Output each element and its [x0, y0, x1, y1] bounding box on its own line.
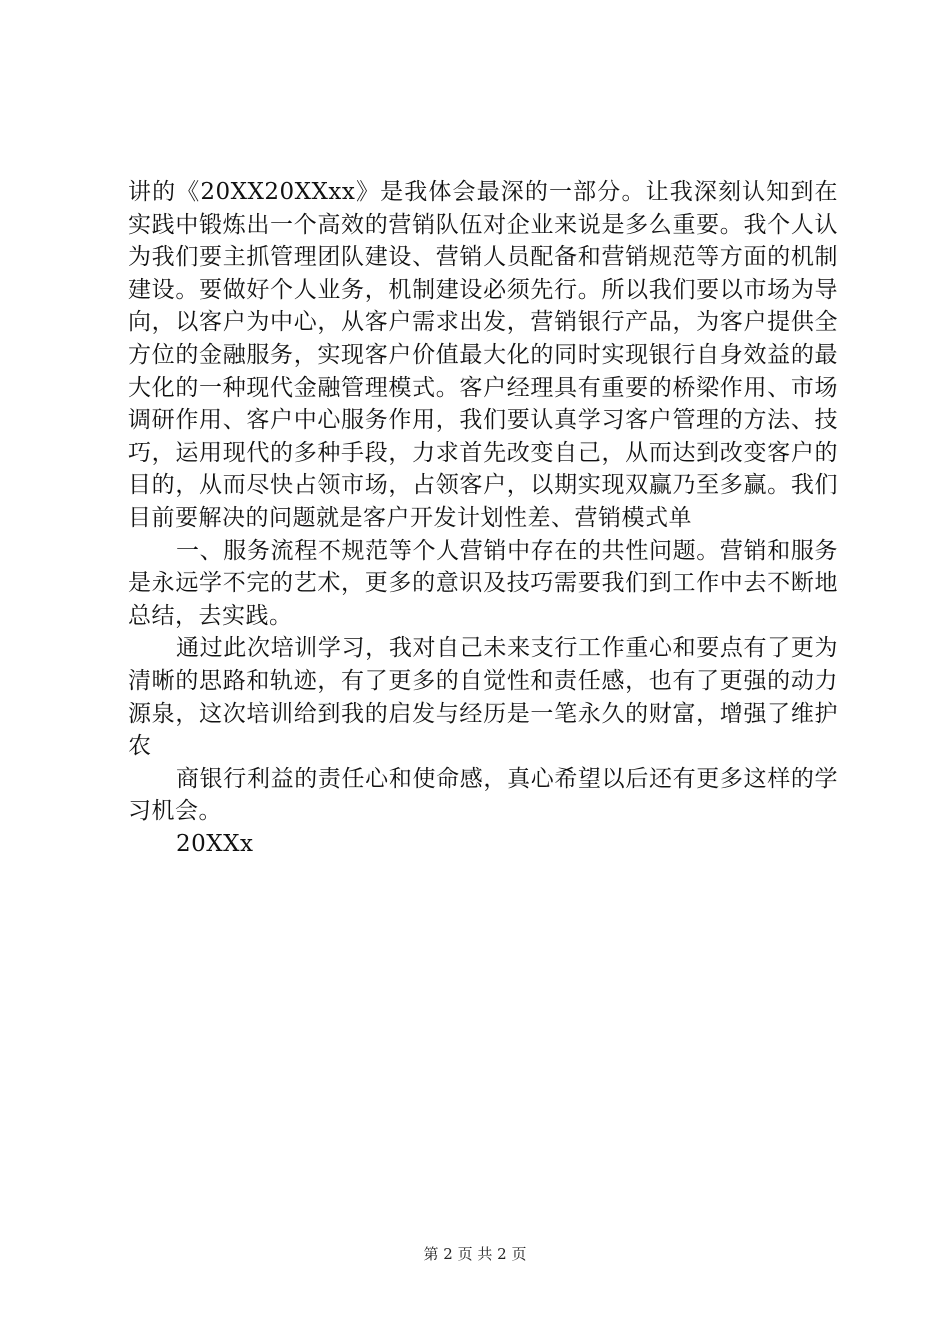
paragraph-5-date: 20XXx	[176, 830, 254, 857]
page-number-footer: 第 2 页 共 2 页	[423, 1245, 527, 1263]
document-body	[128, 176, 838, 860]
paragraph-1: 讲的《20XX20XXxx》是我体会最深的一部分。让我深刻认知到在实践中锻炼出一个高效的营销队伍对企业来说是多么重要。我个人认为我们要主抓管理团队建设、营销人员配备和营销规范等方面的机制建设。要做好个人业务，机制建设必须先行。所以我们要以市场为导向，以客户为中心，从客户需求出发，营销银行产品，为客户提供全方位的金融服务，实现客户价值最大化的同时实现银行自身效益的最大化的一种现代金融管理模式。客户经理具有重要的桥梁作用、市场调研作用、客户中心服务作用，我们要认真学习客户管理的方法、技巧，运用现代的多种手段，力求首先改变自己，从而达到改变客户的目的，从而尽快占领市场，占领客户，以期实现双赢乃至多赢。我们目前要解决的问题就是客户开发计划性差、营销模式单	[128, 179, 838, 531]
paragraph-4: 商银行利益的责任心和使命感，真心希望以后还有更多这样的学习机会。	[128, 765, 838, 825]
paragraph-2: 一、服务流程不规范等个人营销中存在的共性问题。营销和服务是永远学不完的艺术，更多的意识及技巧需要我们到工作中去不断地总结，去实践。	[128, 537, 838, 629]
paragraph-3: 通过此次培训学习，我对自己未来支行工作重心和要点有了更为清晰的思路和轨迹，有了更多的自觉性和责任感，也有了更强的动力源泉，这次培训给到我的启发与经历是一笔永久的财富，增强了维护农	[128, 635, 838, 760]
